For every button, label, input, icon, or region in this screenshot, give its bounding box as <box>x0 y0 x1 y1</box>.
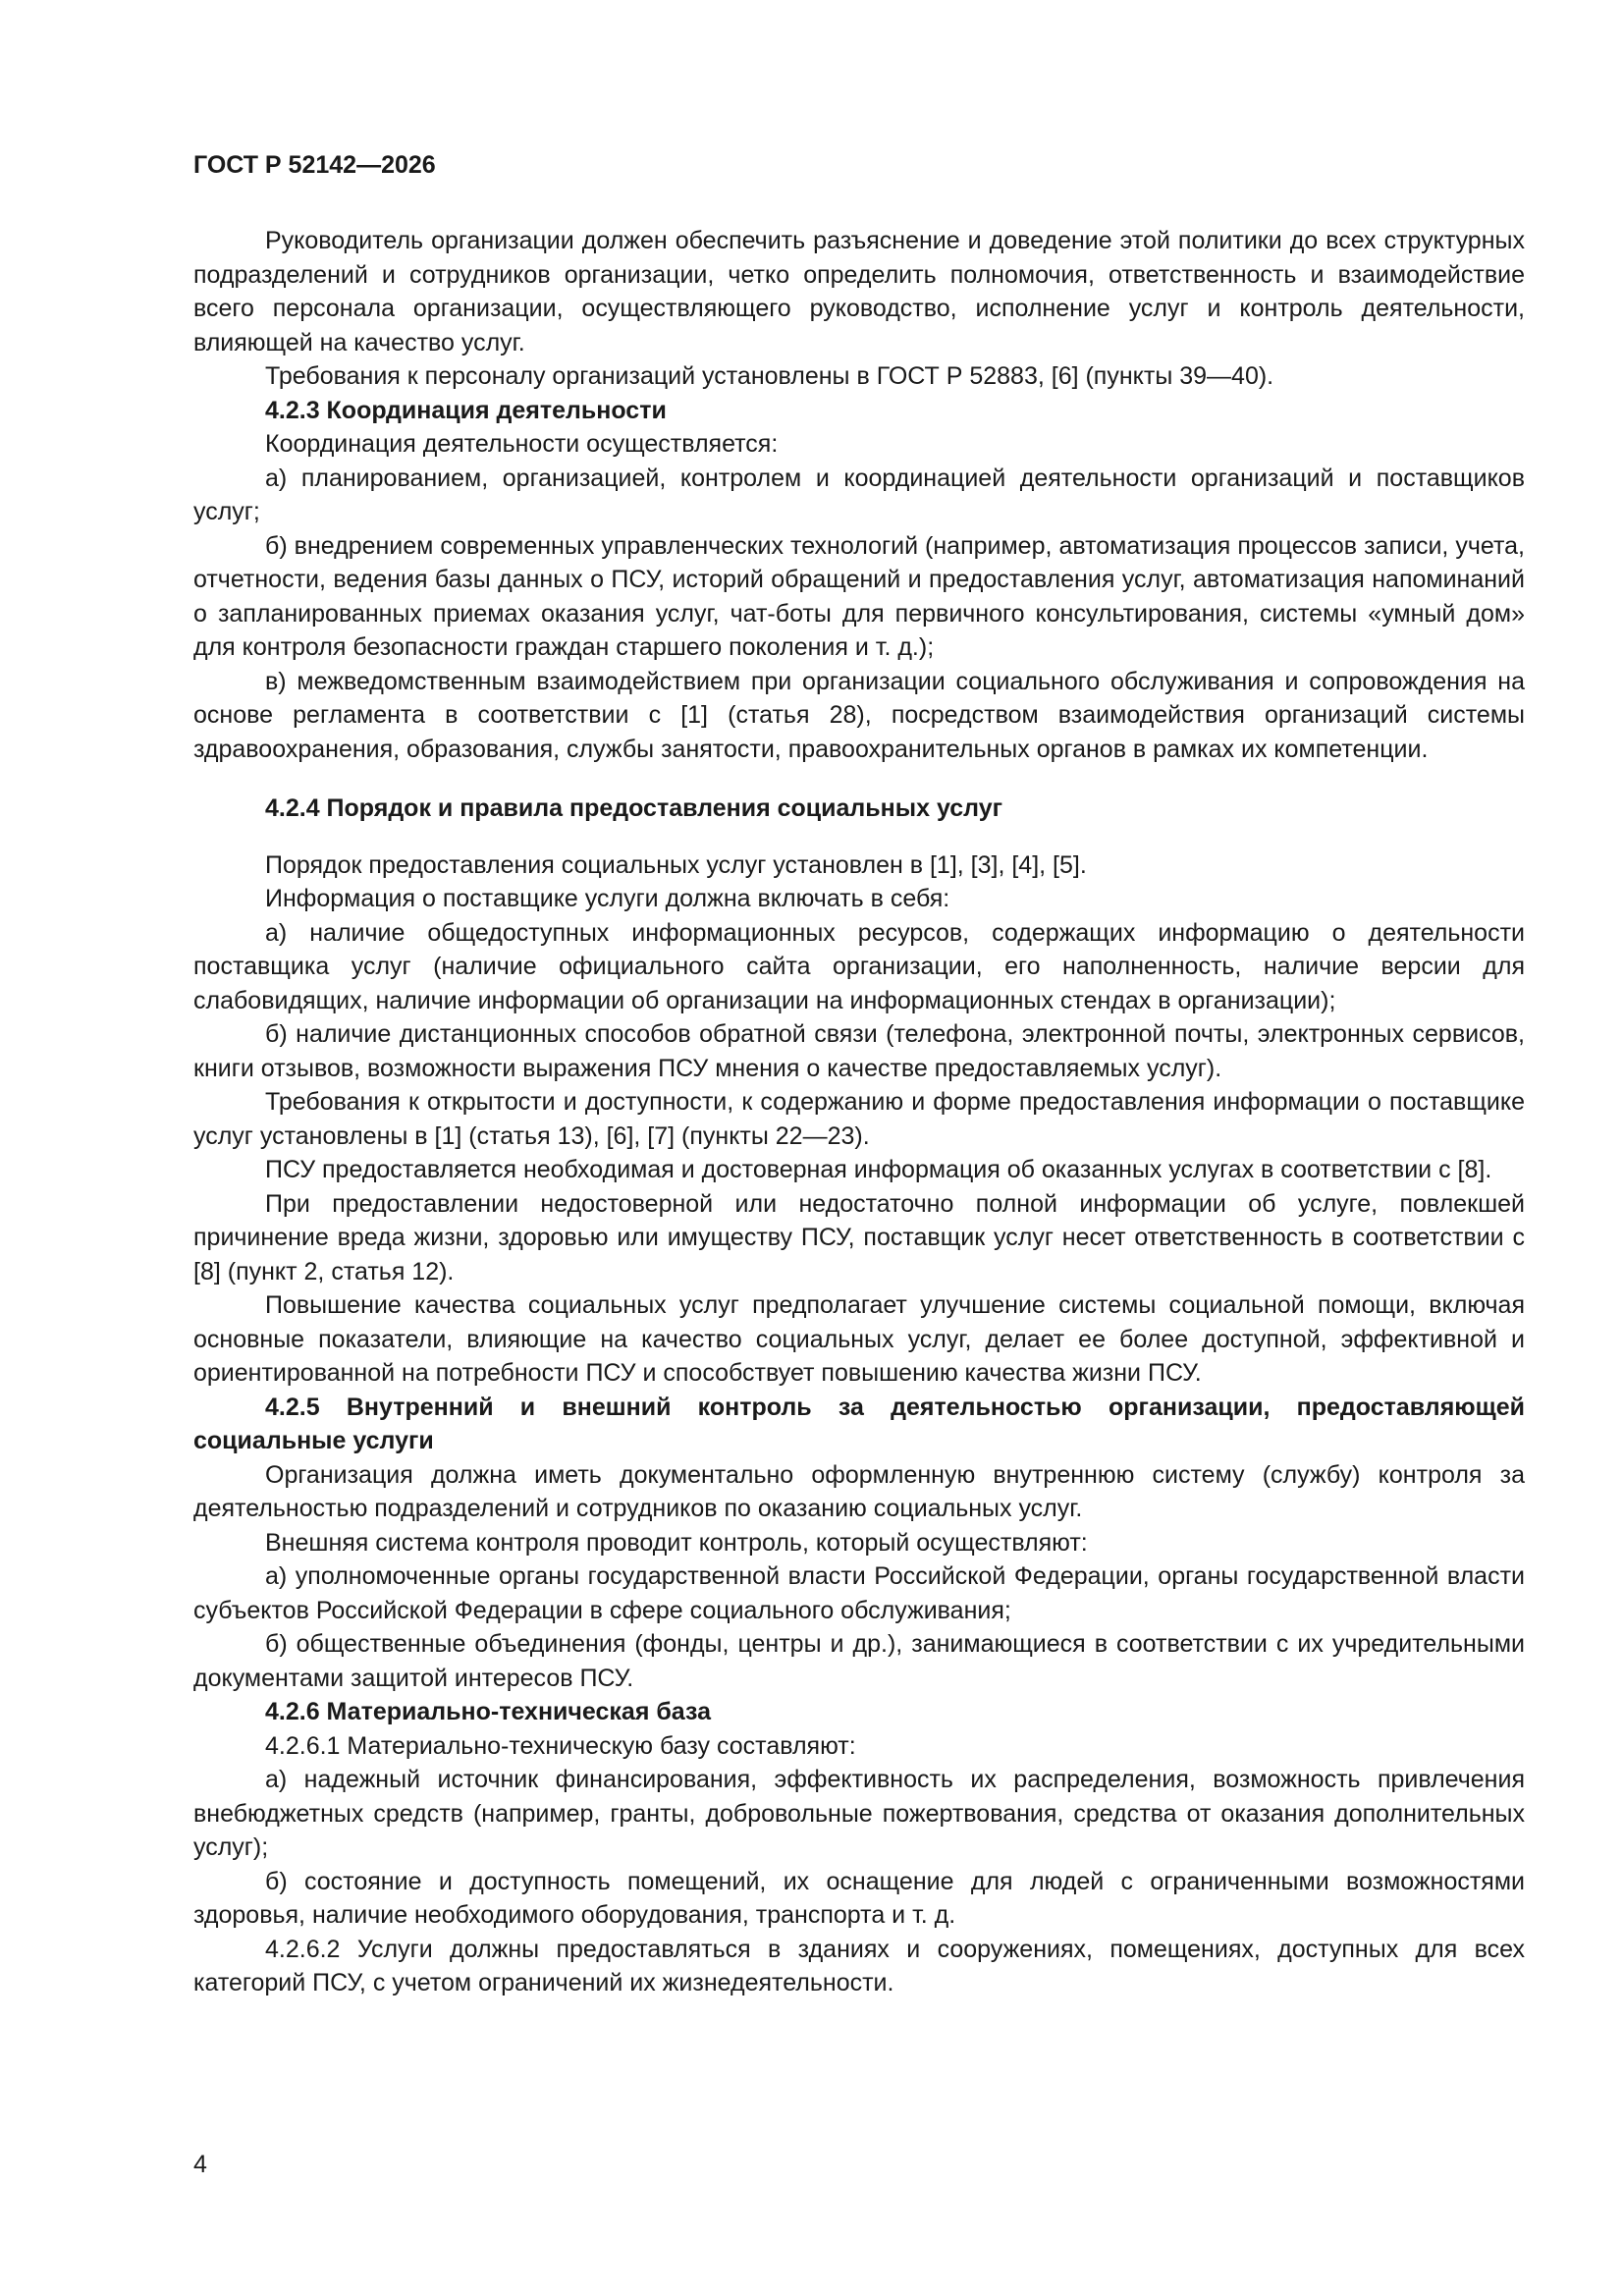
list-item: а) надежный источник финансирования, эффективность их распределения, возможность привлечения внебюджетных средств (например, гранты, добровольные пожертвования, средства от оказания дополнительных услуг); <box>193 1766 1525 1861</box>
list-item: б) наличие дистанционных способов обратной связи (телефона, электронной почты, электронных сервисов, книги отзывов, возможности выражения ПСУ мнения о качестве предоставляемых услуг). <box>193 1020 1525 1082</box>
document-header-code: ГОСТ Р 52142—2026 <box>193 151 436 179</box>
paragraph: 4.2.6.1 Материально-техническую базу составляют: <box>265 1731 856 1760</box>
paragraph: Организация должна иметь документально оформленную внутреннюю систему (службу) контроля за деятельностью подразделений и сотрудников по оказанию социальных услуг. <box>193 1460 1525 1522</box>
page-number: 4 <box>193 2151 207 2178</box>
list-item: а) уполномоченные органы государственной власти Российской Федерации, органы государственной власти субъектов Российской Федерации в сфере социального обслуживания; <box>193 1562 1525 1624</box>
section-heading-4-2-3: 4.2.3 Координация деятельности <box>265 396 667 424</box>
paragraph: Внешняя система контроля проводит контроль, который осуществляют: <box>265 1528 1088 1557</box>
document-page <box>193 147 1525 2000</box>
document-body <box>193 224 1525 2000</box>
list-item: в) межведомственным взаимодействием при организации социального обслуживания и сопровождения на основе регламента в соответствии с [1] (статья 28), посредством взаимодействия организаций системы здравоохранения, образования, службы занятости, правоохранительных органов в рамках их компетенции. <box>193 667 1525 763</box>
list-item: б) внедрением современных управленческих технологий (например, автоматизация процессов записи, учета, отчетности, ведения базы данных о ПСУ, историй обращений и предоставления услуг, автоматизация напоминаний о запланированных приемах оказания услуг, чат-боты для первичного консультирования, системы «умный дом» для контроля безопасности граждан старшего поколения и т. д.); <box>193 531 1525 661</box>
paragraph: Требования к открытости и доступности, к содержанию и форме предоставления информации о поставщике услуг установлены в [1] (статья 13), [6], [7] (пункты 22—23). <box>193 1088 1525 1150</box>
paragraph: 4.2.6.2 Услуги должны предоставляться в зданиях и сооружениях, помещениях, доступных для всех категорий ПСУ, с учетом ограничений их жизнедеятельности. <box>193 1935 1525 1996</box>
list-item: а) планированием, организацией, контролем и координацией деятельности организаций и поставщиков услуг; <box>193 464 1525 525</box>
paragraph: Требования к персоналу организаций установлены в ГОСТ Р 52883, [6] (пункты 39—40). <box>265 362 1274 390</box>
section-heading-4-2-5: 4.2.5 Внутренний и внешний контроль за деятельностью организации, предоставляющей социальные услуги <box>193 1393 1525 1454</box>
paragraph: Информация о поставщике услуги должна включать в себя: <box>265 885 950 912</box>
paragraph: ПСУ предоставляется необходимая и достоверная информация об оказанных услугах в соответствии с [8]. <box>265 1156 1492 1183</box>
section-heading-4-2-4: 4.2.4 Порядок и правила предоставления социальных услуг <box>265 794 1003 822</box>
paragraph: Повышение качества социальных услуг предполагает улучшение системы социальной помощи, включая основные показатели, влияющие на качество социальных услуг, делает ее более доступной, эффективной и ориентированной на потребности ПСУ и способствует повышению качества жизни ПСУ. <box>193 1291 1525 1387</box>
paragraph: Порядок предоставления социальных услуг установлен в [1], [3], [4], [5]. <box>265 850 1087 879</box>
list-item: б) состояние и доступность помещений, их оснащение для людей с ограниченными возможностями здоровья, наличие необходимого оборудования, транспорта и т. д. <box>193 1867 1525 1929</box>
paragraph: При предоставлении недостоверной или недостаточно полной информации об услуге, повлекшей причинение вреда жизни, здоровью или имуществу ПСУ, поставщик услуг несет ответственность в соответствии с [8] (пункт 2, статья 12). <box>193 1189 1525 1285</box>
list-item: а) наличие общедоступных информационных ресурсов, содержащих информацию о деятельности поставщика услуг (наличие официального сайта организации, его наполненность, наличие версии для слабовидящих, наличие информации об организации на информационных стендах в организации); <box>193 918 1525 1014</box>
paragraph: Руководитель организации должен обеспечить разъяснение и доведение этой политики до всех структурных подразделений и сотрудников организации, четко определить полномочия, ответственность и взаимодействие всего персонала организации, осуществляющего руководство, исполнение услуг и контроль деятельности, влияющей на качество услуг. <box>193 227 1525 356</box>
paragraph: Координация деятельности осуществляется: <box>265 430 779 458</box>
list-item: б) общественные объединения (фонды, центры и др.), занимающиеся в соответствии с их учредительными документами защитой интересов ПСУ. <box>193 1630 1525 1692</box>
section-heading-4-2-6: 4.2.6 Материально-техническая база <box>265 1698 712 1725</box>
